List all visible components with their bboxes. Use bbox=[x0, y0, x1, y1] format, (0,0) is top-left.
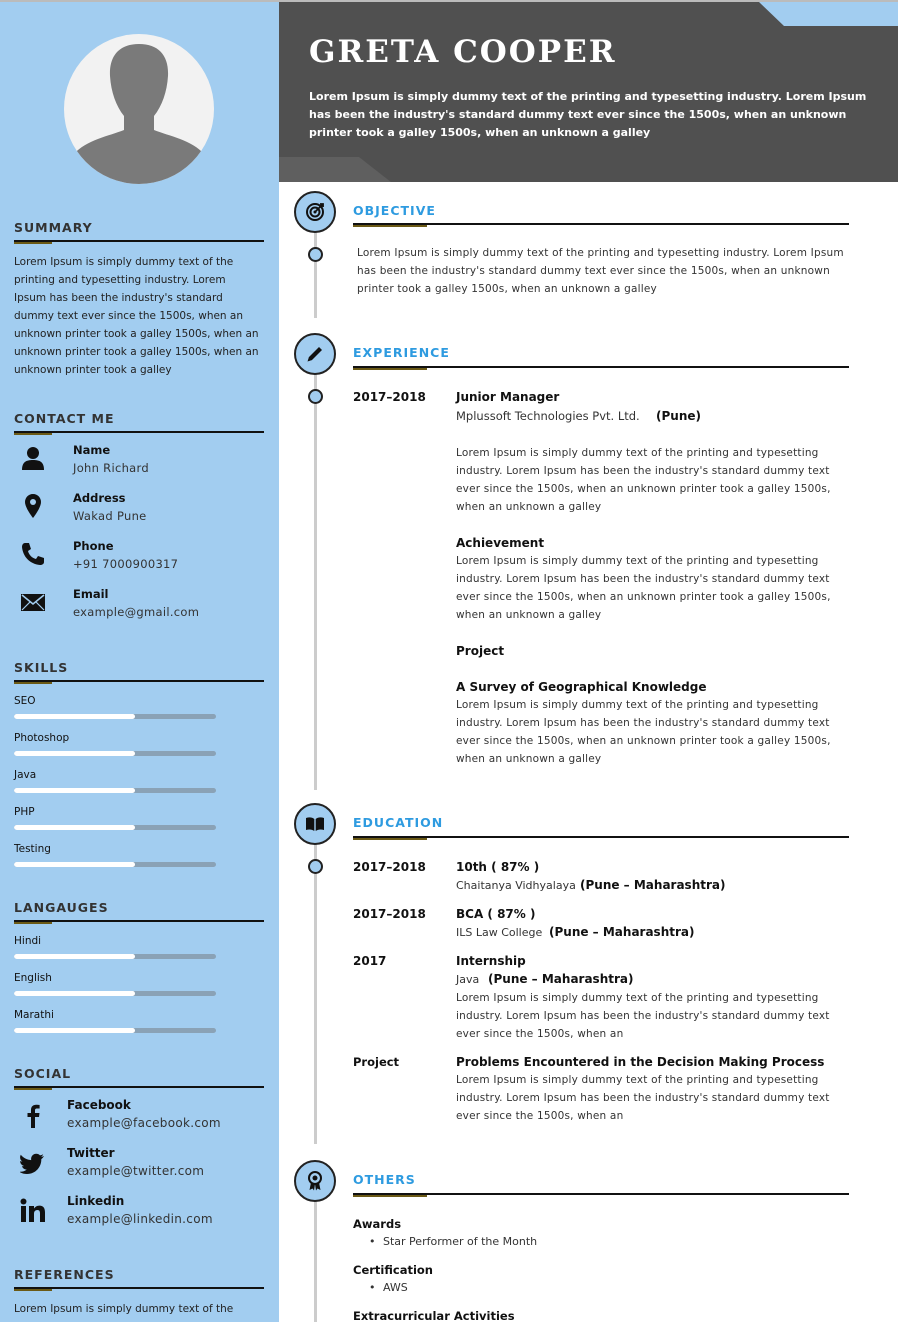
contact-name-value: John Richard bbox=[73, 461, 149, 475]
envelope-icon bbox=[20, 589, 46, 615]
social-linkedin-value[interactable]: example@linkedin.com bbox=[67, 1212, 213, 1226]
others-heading: OTHERS bbox=[353, 1172, 416, 1187]
education-period: 2017–2018 bbox=[353, 907, 426, 921]
education-place: (Pune – Maharashtra) bbox=[580, 878, 726, 892]
experience-heading: EXPERIENCE bbox=[353, 345, 450, 360]
experience-rule bbox=[353, 366, 849, 368]
education-place: (Pune – Maharashtra) bbox=[549, 925, 695, 939]
skill-bar bbox=[14, 788, 216, 793]
contact-name-label: Name bbox=[73, 443, 111, 457]
summary-heading: SUMMARY bbox=[14, 220, 93, 235]
timeline-line bbox=[314, 366, 317, 790]
education-title: 10th ( 87% ) bbox=[456, 860, 540, 874]
references-text: Lorem Ipsum is simply dummy text of the bbox=[14, 1303, 234, 1315]
experience-description: Lorem Ipsum is simply dummy text of the printing and typesetting industry. Lorem Ipsum has been the industry's standard dummy text ever since the 1500s, when an unknown printer took a galley 1500s, when an unknown a galley bbox=[456, 447, 831, 513]
contact-address bbox=[14, 491, 264, 535]
education-title: BCA ( 87% ) bbox=[456, 907, 536, 921]
timeline-line bbox=[314, 224, 317, 318]
awards-label: Awards bbox=[353, 1217, 402, 1231]
facebook-icon bbox=[20, 1102, 46, 1128]
extracurricular-label: Extracurricular Activities bbox=[353, 1309, 515, 1322]
skill-bar-fill bbox=[14, 714, 135, 719]
contact-email bbox=[14, 587, 264, 631]
language-bar-fill bbox=[14, 954, 135, 959]
education-school: Chaitanya Vidhyalaya bbox=[456, 879, 576, 892]
education-description: Lorem Ipsum is simply dummy text of the printing and typesetting industry. Lorem Ipsum has been the industry's standard dummy text ever since the 1500s, when an bbox=[456, 992, 830, 1040]
language-label: Marathi bbox=[14, 1009, 54, 1021]
avatar bbox=[64, 34, 214, 184]
skills-heading: SKILLS bbox=[14, 660, 69, 675]
timeline-dot bbox=[308, 247, 323, 262]
education-rule bbox=[353, 836, 849, 838]
education-project-title: Problems Encountered in the Decision Making Process bbox=[456, 1055, 825, 1069]
social-facebook-value[interactable]: example@facebook.com bbox=[67, 1116, 221, 1130]
skill-label: Testing bbox=[14, 843, 51, 855]
experience-company: Mplussoft Technologies Pvt. Ltd. bbox=[456, 409, 640, 423]
skill-label: Java bbox=[14, 769, 37, 781]
language-bar-fill bbox=[14, 1028, 135, 1033]
education-title: Internship bbox=[456, 954, 526, 968]
references-rule bbox=[14, 1287, 264, 1289]
social-facebook[interactable] bbox=[14, 1098, 264, 1142]
summary-text: Lorem Ipsum is simply dummy text of the printing and typesetting industry. Lorem Ipsum has been the industry's standard dummy text ever since the 1500s, when an unknown printer took a galley 1500s, when an unknown printer took a galley 1500s, when an unknown printer took a galley bbox=[14, 256, 259, 376]
experience-location: (Pune) bbox=[656, 409, 701, 423]
language-bar-fill bbox=[14, 991, 135, 996]
social-linkedin[interactable] bbox=[14, 1194, 264, 1238]
social-twitter[interactable] bbox=[14, 1146, 264, 1190]
contact-rule bbox=[14, 431, 264, 433]
sidebar bbox=[0, 2, 279, 1322]
skill-bar-fill bbox=[14, 751, 135, 756]
language-bar bbox=[14, 991, 216, 996]
objective-section-icon bbox=[294, 191, 336, 233]
project-title: A Survey of Geographical Knowledge bbox=[456, 680, 707, 694]
education-period: 2017–2018 bbox=[353, 860, 426, 874]
award-ribbon-icon bbox=[305, 1171, 325, 1191]
contact-email-label: Email bbox=[73, 587, 109, 601]
skill-bar bbox=[14, 714, 216, 719]
language-label: English bbox=[14, 972, 52, 984]
achievement-label: Achievement bbox=[456, 536, 545, 550]
education-project-description: Lorem Ipsum is simply dummy text of the printing and typesetting industry. Lorem Ipsum has been the industry's standard dummy text ever since the 1500s, when an bbox=[456, 1074, 830, 1122]
objective-heading: OBJECTIVE bbox=[353, 203, 436, 218]
contact-phone bbox=[14, 539, 264, 583]
skill-bar bbox=[14, 825, 216, 830]
education-place: (Pune – Maharashtra) bbox=[488, 972, 634, 986]
contact-phone-label: Phone bbox=[73, 539, 114, 553]
book-icon bbox=[305, 814, 325, 834]
avatar-silhouette-icon bbox=[64, 34, 214, 184]
timeline-dot bbox=[308, 389, 323, 404]
skill-label: Photoshop bbox=[14, 732, 70, 744]
social-heading: SOCIAL bbox=[14, 1066, 72, 1081]
education-project-label: Project bbox=[353, 1055, 400, 1069]
contact-address-value: Wakad Pune bbox=[73, 509, 147, 523]
summary-rule bbox=[14, 240, 264, 242]
contact-heading: CONTACT ME bbox=[14, 411, 115, 426]
others-section-icon bbox=[294, 1160, 336, 1202]
others-rule bbox=[353, 1193, 849, 1195]
education-school: ILS Law College bbox=[456, 926, 543, 939]
social-twitter-value[interactable]: example@twitter.com bbox=[67, 1164, 205, 1178]
languages-rule bbox=[14, 920, 264, 922]
experience-role: Junior Manager bbox=[456, 390, 560, 404]
objective-rule bbox=[353, 223, 849, 225]
education-section-icon bbox=[294, 803, 336, 845]
location-pin-icon bbox=[20, 493, 46, 519]
candidate-name: GRETA COOPER bbox=[309, 34, 617, 70]
award-item: • Star Performer of the Month bbox=[383, 1235, 537, 1248]
project-text: Lorem Ipsum is simply dummy text of the printing and typesetting industry. Lorem Ipsum has been the industry's standard dummy text ever since the 1500s, when an unknown printer took a galley 1500s, when an unknown a galley bbox=[456, 699, 831, 765]
social-linkedin-label: Linkedin bbox=[67, 1194, 125, 1208]
header-banner bbox=[279, 2, 898, 182]
phone-icon bbox=[20, 541, 46, 567]
social-facebook-label: Facebook bbox=[67, 1098, 131, 1112]
timeline-dot bbox=[308, 859, 323, 874]
education-period: 2017 bbox=[353, 954, 387, 968]
skill-bar-fill bbox=[14, 862, 135, 867]
skill-label: SEO bbox=[14, 695, 36, 707]
target-icon bbox=[305, 202, 325, 222]
skills-rule bbox=[14, 680, 264, 682]
skill-bar bbox=[14, 862, 216, 867]
language-bar bbox=[14, 1028, 216, 1033]
skill-bar-fill bbox=[14, 788, 135, 793]
certification-item: • AWS bbox=[383, 1281, 408, 1294]
experience-period: 2017–2018 bbox=[353, 390, 426, 404]
contact-email-value: example@gmail.com bbox=[73, 605, 200, 619]
references-heading: REFERENCES bbox=[14, 1267, 115, 1282]
contact-name bbox=[14, 443, 264, 487]
social-rule bbox=[14, 1086, 264, 1088]
social-twitter-label: Twitter bbox=[67, 1146, 115, 1160]
contact-address-label: Address bbox=[73, 491, 126, 505]
project-label: Project bbox=[456, 644, 505, 658]
languages-heading: LANGAUGES bbox=[14, 900, 109, 915]
candidate-bio: Lorem Ipsum is simply dummy text of the printing and typesetting industry. Lorem Ipsum has been the industry's standard dummy text ever since the 1500s, when an unknown printer took a galley 1500s, when an unknown a galley bbox=[309, 90, 867, 139]
achievement-text: Lorem Ipsum is simply dummy text of the printing and typesetting industry. Lorem Ipsum has been the industry's standard dummy text ever since the 1500s, when an unknown printer took a galley 1500s, when an unknown a galley bbox=[456, 555, 831, 621]
education-school: Java bbox=[456, 973, 480, 986]
education-heading: EDUCATION bbox=[353, 815, 444, 830]
linkedin-icon bbox=[20, 1198, 46, 1224]
skill-bar-fill bbox=[14, 825, 135, 830]
contact-phone-value: +91 7000900317 bbox=[73, 557, 179, 571]
objective-text: Lorem Ipsum is simply dummy text of the printing and typesetting industry. Lorem Ipsum has been the industry's standard dummy text ever since the 1500s, when an unknown printer took a galley 1500s, when an unknown a galley bbox=[357, 247, 844, 295]
skill-label: PHP bbox=[14, 806, 35, 818]
timeline-line bbox=[314, 836, 317, 1144]
experience-section-icon bbox=[294, 333, 336, 375]
timeline-line bbox=[314, 1194, 317, 1322]
language-label: Hindi bbox=[14, 935, 42, 947]
skill-bar bbox=[14, 751, 216, 756]
twitter-icon bbox=[20, 1150, 46, 1176]
language-bar bbox=[14, 954, 216, 959]
person-icon bbox=[20, 445, 46, 471]
pencil-icon bbox=[305, 344, 325, 364]
certification-label: Certification bbox=[353, 1263, 433, 1277]
